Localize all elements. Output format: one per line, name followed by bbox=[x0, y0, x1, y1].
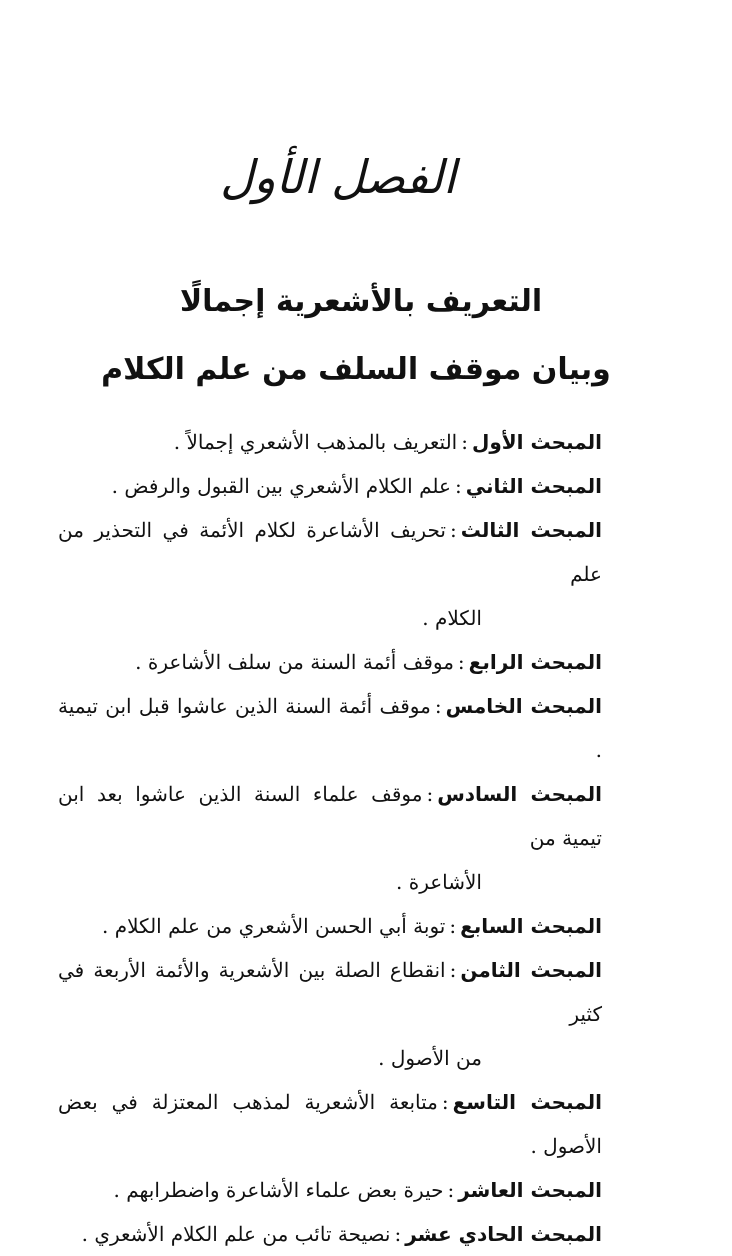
toc-item-text: توبة أبي الحسن الأشعري من علم الكلام . bbox=[102, 914, 446, 938]
toc-item-label: المبحث الثالث bbox=[460, 518, 602, 542]
toc-item-label: المبحث الأول bbox=[471, 430, 602, 454]
toc-separator: : bbox=[434, 694, 442, 718]
toc-item-continuation: الكلام . bbox=[422, 606, 482, 630]
toc-item bbox=[58, 508, 602, 640]
toc-item-label: المبحث الثاني bbox=[465, 474, 602, 498]
toc-item bbox=[58, 420, 602, 464]
toc-item bbox=[58, 1168, 602, 1212]
toc-separator: : bbox=[461, 430, 468, 454]
toc-item bbox=[58, 1212, 602, 1256]
toc-separator: : bbox=[394, 1222, 402, 1246]
toc-item bbox=[58, 640, 602, 684]
toc-item-label: المبحث السادس bbox=[437, 782, 603, 806]
toc-item-text: موقف أئمة السنة من سلف الأشاعرة . bbox=[135, 650, 454, 674]
toc-item-continuation: من الأصول . bbox=[378, 1046, 482, 1070]
toc-item bbox=[58, 684, 602, 772]
toc-item-text: متابعة الأشعرية لمذهب المعتزلة في بعض الأصول . bbox=[58, 1090, 602, 1158]
toc-item-text: علم الكلام الأشعري بين القبول والرفض . bbox=[111, 474, 451, 498]
section-heading-line-2: وبيان موقف السلف من علم الكلام bbox=[101, 352, 611, 387]
toc-item-label: المبحث العاشر bbox=[458, 1178, 602, 1202]
toc-item bbox=[58, 772, 602, 904]
toc-item-label: المبحث السابع bbox=[460, 914, 602, 938]
toc-item-text: انقطاع الصلة بين الأشعرية والأئمة الأربعة في كثير bbox=[58, 958, 602, 1026]
toc-item bbox=[58, 1080, 602, 1168]
toc-item bbox=[58, 464, 602, 508]
toc-item bbox=[58, 904, 602, 948]
toc-item-label: المبحث التاسع bbox=[452, 1090, 602, 1114]
toc-separator: : bbox=[441, 1090, 449, 1114]
toc-separator: : bbox=[426, 782, 434, 806]
toc-separator: : bbox=[449, 518, 457, 542]
toc-item-text: التعريف بالمذهب الأشعري إجمالاً . bbox=[173, 430, 458, 454]
toc-item-label: المبحث الثامن bbox=[460, 958, 603, 982]
toc-item-text: موقف أئمة السنة الذين عاشوا قبل ابن تيمية . bbox=[58, 694, 602, 762]
toc-item-text: موقف علماء السنة الذين عاشوا بعد ابن تيمية من bbox=[58, 782, 602, 850]
table-of-contents bbox=[58, 420, 602, 1256]
toc-item-label: المبحث الخامس bbox=[445, 694, 603, 718]
toc-item-text: نصيحة تائب من علم الكلام الأشعري . bbox=[81, 1222, 391, 1246]
toc-item-continuation: الأشاعرة . bbox=[396, 870, 482, 894]
toc-item-label: المبحث الحادي عشر bbox=[405, 1222, 602, 1246]
toc-item-text: تحريف الأشاعرة لكلام الأئمة في التحذير من علم bbox=[58, 518, 602, 586]
toc-separator: : bbox=[449, 914, 457, 938]
toc-separator: : bbox=[447, 1178, 455, 1202]
toc-separator: : bbox=[449, 958, 457, 982]
toc-item-text: حيرة بعض علماء الأشاعرة واضطرابهم . bbox=[113, 1178, 444, 1202]
chapter-title: الفصل الأول bbox=[220, 150, 456, 204]
toc-item-label: المبحث الرابع bbox=[468, 650, 602, 674]
toc-item bbox=[58, 948, 602, 1080]
section-heading-line-1: التعريف بالأشعرية إجمالًا bbox=[179, 284, 543, 319]
toc-separator: : bbox=[457, 650, 465, 674]
toc-separator: : bbox=[454, 474, 462, 498]
